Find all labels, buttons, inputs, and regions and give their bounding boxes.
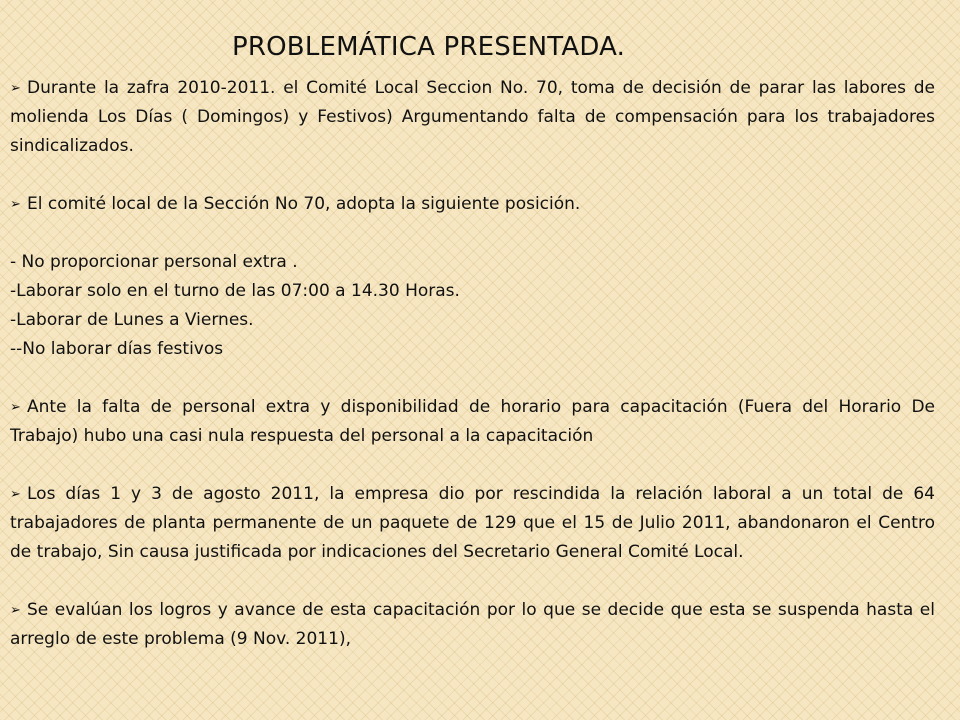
position-item: --No laborar días festivos [10,339,224,359]
slide-title: PROBLEMÁTICA PRESENTADA. [232,32,626,62]
bullet-text: El comité local de la Sección No 70, adopta la siguiente posición. [27,194,581,214]
arrow-bullet-icon: ➢ [10,603,21,618]
bullet-paragraph [10,480,935,567]
arrow-bullet-icon: ➢ [10,487,21,502]
position-item: -Laborar de Lunes a Viernes. [10,310,254,330]
arrow-bullet-icon: ➢ [10,400,21,415]
arrow-bullet-icon: ➢ [10,197,21,212]
bullet-text: Los días 1 y 3 de agosto 2011, la empresa dio por rescindida la relación laboral a un total de 64 trabajadores de planta permanente de un paquete de 129 que el 15 de Julio 2011, abandonaron el Centro de trabajo, Sin causa justificada por indicaciones del Secretario General Comité Local. [10,484,935,562]
slide-content [10,74,935,654]
bullet-text: Se evalúan los logros y avance de esta capacitación por lo que se decide que esta se suspenda hasta el arreglo de este problema (9 Nov. 2011), [10,600,935,649]
arrow-bullet-icon: ➢ [10,81,21,96]
position-item: - No proporcionar personal extra . [10,252,298,272]
bullet-paragraph [10,596,935,654]
bullet-paragraph [10,393,935,451]
bullet-text: Durante la zafra 2010-2011. el Comité Local Seccion No. 70, toma de decisión de parar las labores de molienda Los Días ( Domingos) y Festivos) Argumentando falta de compensación para los trabajadores sindicalizados. [10,78,935,156]
bullet-text: Ante la falta de personal extra y disponibilidad de horario para capacitación (Fuera del Horario De Trabajo) hubo una casi nula respuesta del personal a la capacitación [10,397,935,446]
bullet-paragraph [10,74,935,161]
bullet-paragraph [10,190,935,219]
position-item: -Laborar solo en el turno de las 07:00 a 14.30 Horas. [10,281,460,301]
